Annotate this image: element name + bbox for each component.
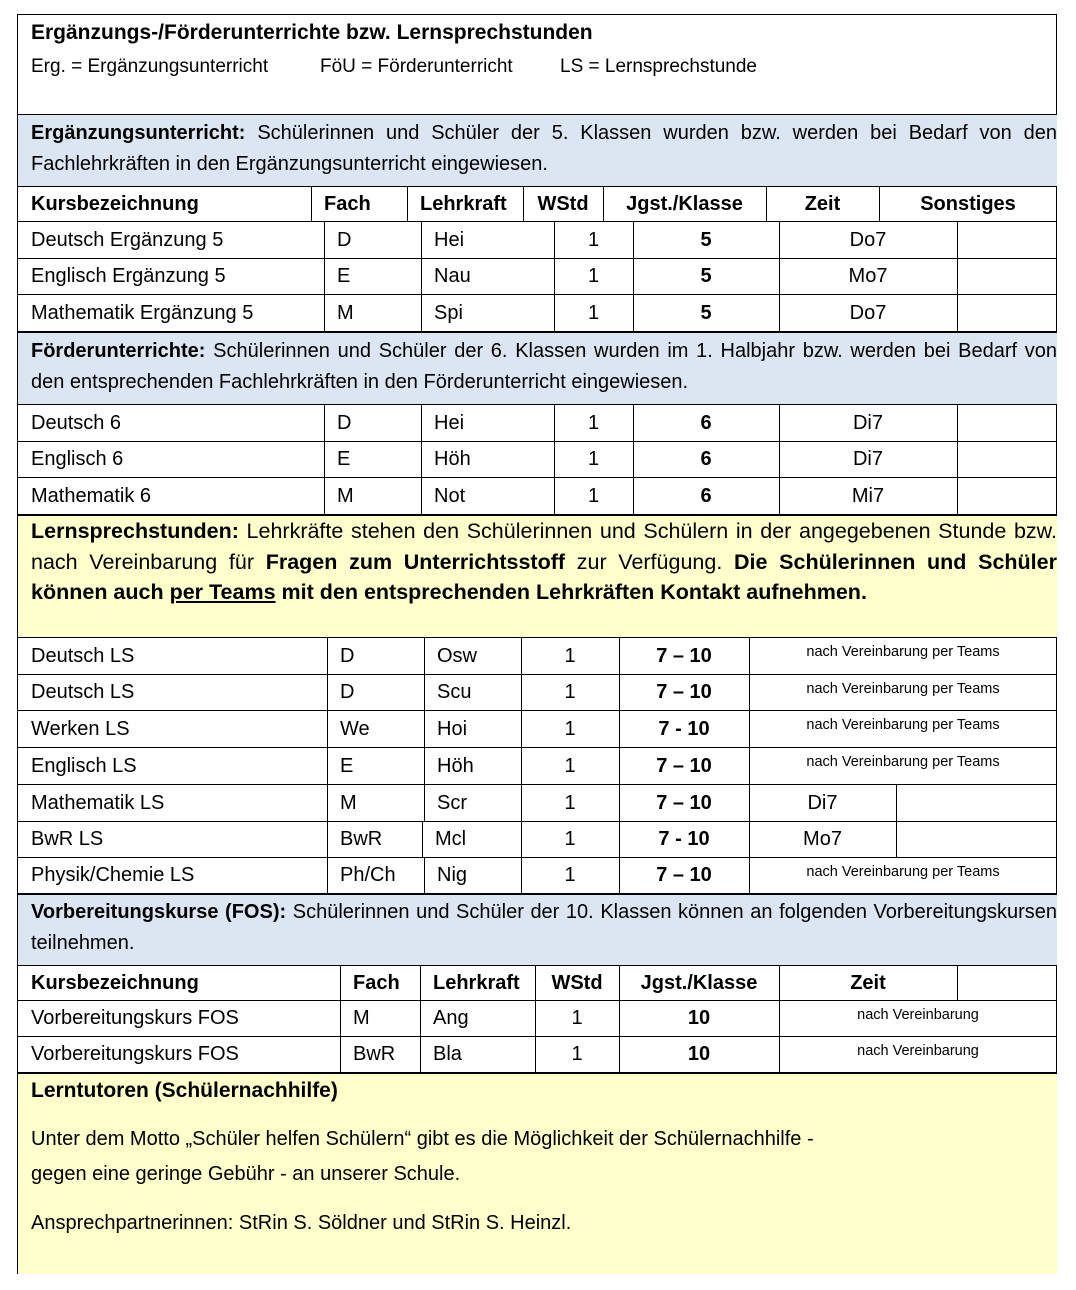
row-fach: D <box>337 411 352 434</box>
row-klasse: 7 - 10 <box>658 717 710 740</box>
forder-heading: Förderunterrichte: <box>31 340 206 362</box>
row-zeit: Do7 <box>849 301 887 324</box>
row-fach: D <box>337 228 352 251</box>
table-row <box>18 478 1057 514</box>
fos-header-row <box>18 966 1057 1000</box>
row-wstd: 1 <box>564 754 576 777</box>
table-row <box>18 442 1057 477</box>
col-zeit: Zeit <box>850 971 886 994</box>
erganzung-text: Schülerinnen und Schüler der 5. Klassen wurden bzw. werden bei Bedarf von den Fachlehrkräften in den Ergänzungsunterricht eingewiesen. <box>31 122 1057 175</box>
row-kurs: Deutsch LS <box>31 681 135 703</box>
fos-intro <box>18 895 1057 965</box>
row-klasse: 5 <box>700 301 712 324</box>
row-fach: M <box>337 301 354 324</box>
table-row <box>18 822 1057 857</box>
col-kurs: Kursbezeichnung <box>31 971 199 994</box>
row-zeit: Mo7 <box>803 828 842 850</box>
document-page <box>17 14 1057 1274</box>
table-row <box>18 1001 1057 1036</box>
table-row <box>18 711 1057 747</box>
row-lehrkraft: Spi <box>434 301 463 324</box>
row-lehrkraft: Scr <box>437 791 467 814</box>
lern-intro <box>18 516 1057 637</box>
row-fach: Ph/Ch <box>340 864 396 886</box>
row-fach: M <box>353 1007 370 1029</box>
legend-ls: LS = Lernsprechstunde <box>560 56 757 77</box>
row-kurs: Mathematik Ergänzung 5 <box>31 301 254 324</box>
row-klasse: 6 <box>700 448 712 470</box>
table-row <box>18 748 1057 784</box>
row-sonstiges <box>957 259 1057 294</box>
row-lehrkraft: Hei <box>434 411 465 434</box>
row-wstd: 1 <box>564 864 576 886</box>
col-lehrkraft: Lehrkraft <box>433 971 520 994</box>
row-sonstiges <box>957 442 1057 477</box>
col-lehrkraft: Lehrkraft <box>420 192 507 215</box>
row-wstd: 1 <box>587 228 600 251</box>
row-kurs: Deutsch 6 <box>31 411 122 434</box>
row-kurs: Deutsch LS <box>31 644 135 667</box>
row-wstd: 1 <box>571 1007 583 1029</box>
row-lehrkraft: Not <box>434 484 466 507</box>
row-klasse: 7 – 10 <box>656 681 712 703</box>
tutoren-contact: Ansprechpartnerinnen: StRin S. Söldner und StRin S. Heinzl. <box>31 1212 572 1234</box>
table-header-row <box>18 187 1057 221</box>
col-sonstiges: Sonstiges <box>920 192 1016 215</box>
row-wstd: 1 <box>587 411 600 434</box>
row-klasse: 10 <box>687 1043 711 1065</box>
row-zeit: Di7 <box>807 791 838 814</box>
row-kurs: Vorbereitungskurs FOS <box>31 1007 239 1029</box>
row-fach: M <box>337 484 354 507</box>
legend-foeu: FöU = Förderunterricht <box>320 56 513 77</box>
fos-heading: Vorbereitungskurse (FOS): <box>31 901 287 923</box>
row-kurs: Physik/Chemie LS <box>31 864 195 886</box>
table-row <box>18 1037 1057 1072</box>
row-kurs: Mathematik 6 <box>31 484 152 507</box>
row-lehrkraft: Ang <box>433 1007 469 1029</box>
row-lehrkraft: Nig <box>437 864 468 886</box>
row-klasse: 7 – 10 <box>656 644 712 667</box>
tutoren-line2: gegen eine geringe Gebühr - an unserer Schule. <box>31 1163 461 1185</box>
row-kurs: Englisch Ergänzung 5 <box>31 265 226 287</box>
row-klasse: 6 <box>700 411 712 434</box>
row-fach: E <box>340 754 354 777</box>
tutoren-line1: Unter dem Motto „Schüler helfen Schülern“ gibt es die Möglichkeit der Schülernachhilfe - <box>31 1128 814 1150</box>
col-klasse: Jgst./Klasse <box>626 192 743 215</box>
row-wstd: 1 <box>564 717 576 740</box>
lern-bold3: mit den entsprechenden Lehrkräften Kontakt aufnehmen. <box>281 580 867 604</box>
lern-text2: zur Verfügung. <box>576 549 723 574</box>
row-klasse: 5 <box>700 228 712 251</box>
erganzung-intro <box>18 115 1057 186</box>
row-lehrkraft: Mcl <box>435 828 467 850</box>
row-kurs: Vorbereitungskurs FOS <box>31 1043 239 1065</box>
row-fach: BwR <box>340 828 383 850</box>
row-klasse: 6 <box>700 484 712 507</box>
row-fach: M <box>340 791 357 814</box>
table-row <box>18 785 1057 821</box>
row-zeit: Do7 <box>849 228 887 251</box>
row-wstd: 1 <box>587 265 600 287</box>
lern-bold1: Fragen zum Unterrichtsstoff <box>265 549 566 574</box>
row-lehrkraft: Nau <box>434 265 471 287</box>
row-sonstiges <box>957 405 1057 441</box>
row-fach: E <box>337 448 351 470</box>
row-wstd: 1 <box>587 301 600 324</box>
row-zeit: Mi7 <box>851 484 885 507</box>
row-fach: We <box>340 717 370 740</box>
row-wstd: 1 <box>564 681 576 703</box>
row-sonstiges <box>957 478 1057 514</box>
row-zeit: Mo7 <box>848 265 888 287</box>
page-title: Ergänzungs-/Förderunterrichte bzw. Lernsprechstunden <box>31 21 593 44</box>
table-row <box>18 259 1057 294</box>
col-wstd: WStd <box>537 192 589 215</box>
row-zeit: nach Vereinbarung <box>857 1043 979 1059</box>
row-wstd: 1 <box>587 448 600 470</box>
lern-bold2: Die Schülerinnen und Schüler können auch <box>31 549 1057 604</box>
row-sonstiges <box>957 295 1057 331</box>
table-row <box>18 638 1057 674</box>
row-fach: E <box>337 265 351 287</box>
row-kurs: Werken LS <box>31 717 130 740</box>
row-wstd: 1 <box>564 791 576 814</box>
row-lehrkraft: Hei <box>434 228 465 251</box>
col-klasse: Jgst./Klasse <box>640 971 758 994</box>
row-fach: BwR <box>353 1043 396 1065</box>
forder-intro <box>18 333 1057 404</box>
row-wstd: 1 <box>564 644 576 667</box>
row-klasse: 10 <box>687 1007 711 1029</box>
row-kurs: Englisch LS <box>31 754 137 777</box>
row-klasse: 7 – 10 <box>656 791 712 814</box>
col-wstd: WStd <box>551 971 603 994</box>
row-lehrkraft: Hoi <box>437 717 468 740</box>
col-zeit: Zeit <box>804 192 841 215</box>
row-zeit: nach Vereinbarung per Teams <box>806 717 1000 733</box>
table-row <box>18 222 1057 258</box>
row-wstd: 1 <box>564 828 576 850</box>
row-sonstiges <box>957 222 1057 258</box>
row-wstd: 1 <box>571 1043 583 1065</box>
forder-text: Schülerinnen und Schüler der 6. Klassen wurden im 1. Halbjahr bzw. werden bei Bedarf von den entsprechenden Fachlehrkräften in den Förderunterricht eingewiesen. <box>31 340 1057 393</box>
row-zeit: nach Vereinbarung per Teams <box>806 681 1000 697</box>
lern-heading: Lernsprechstunden: <box>31 519 239 543</box>
row-kurs: Mathematik LS <box>31 791 165 814</box>
col-kurs: Kursbezeichnung <box>31 192 199 215</box>
lern-text1: Lehrkräfte stehen den Schülerinnen und Schülern in der angegebenen Stunde bzw. nach Vereinbarung für <box>31 519 1057 574</box>
row-klasse: 5 <box>700 265 712 287</box>
tutoren-box <box>18 1074 1057 1274</box>
row-kurs: Englisch 6 <box>31 448 124 470</box>
row-lehrkraft: Höh <box>437 754 474 777</box>
table-row <box>18 295 1057 331</box>
table-row <box>18 405 1057 441</box>
row-fach: D <box>340 681 355 703</box>
row-wstd: 1 <box>587 484 600 507</box>
row-klasse: 7 - 10 <box>658 828 710 850</box>
row-zeit: nach Vereinbarung per Teams <box>806 644 1000 660</box>
row-lehrkraft: Osw <box>437 644 477 667</box>
row-kurs: Deutsch Ergänzung 5 <box>31 228 224 251</box>
row-lehrkraft: Bla <box>433 1043 462 1065</box>
row-fach: D <box>340 644 355 667</box>
erganzung-heading: Ergänzungsunterricht: <box>31 122 246 144</box>
table-row <box>18 858 1057 893</box>
col-fach: Fach <box>324 192 371 215</box>
row-klasse: 7 – 10 <box>656 754 712 777</box>
row-zeit: Di7 <box>852 448 883 470</box>
legend-erg: Erg. = Ergänzungsunterricht <box>31 56 269 77</box>
row-lehrkraft: Scu <box>437 681 472 703</box>
table-row <box>18 675 1057 710</box>
row-zeit: nach Vereinbarung per Teams <box>806 864 1000 880</box>
row-lehrkraft: Höh <box>434 448 471 470</box>
col-fach: Fach <box>353 971 400 994</box>
row-klasse: 7 – 10 <box>656 864 712 886</box>
lern-teams: per Teams <box>169 580 276 604</box>
row-zeit: nach Vereinbarung per Teams <box>806 754 1000 770</box>
row-zeit: nach Vereinbarung <box>857 1007 979 1023</box>
fos-text: Schülerinnen und Schüler der 10. Klassen können an folgenden Vorbereitungskursen teilnehmen. <box>31 901 1057 954</box>
row-kurs: BwR LS <box>31 828 104 850</box>
tutoren-title: Lerntutoren (Schülernachhilfe) <box>31 1079 338 1102</box>
row-zeit: Di7 <box>852 411 883 434</box>
